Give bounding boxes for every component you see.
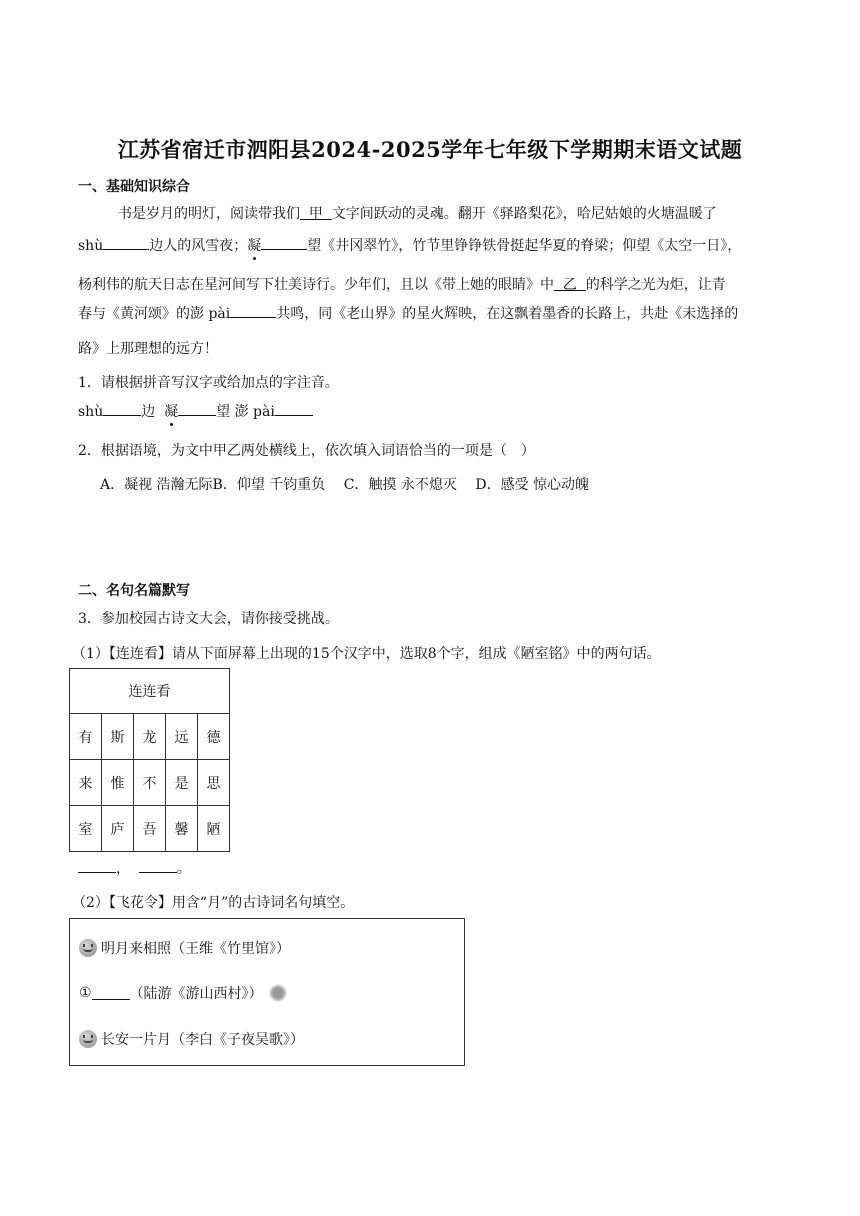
question-1-prompt: 1．请根据拼音写汉字或给加点的字注音。 bbox=[78, 375, 339, 391]
pinyin-shu: shù bbox=[78, 404, 104, 420]
passage-text: 边人的风雪夜； bbox=[149, 238, 248, 254]
grid-cell[interactable]: 是 bbox=[166, 760, 198, 806]
poem-row-2 bbox=[79, 983, 287, 1003]
grid-cell[interactable]: 室 bbox=[70, 806, 102, 852]
question-3-answer-line bbox=[78, 858, 191, 878]
grid-cell[interactable]: 馨 bbox=[166, 806, 198, 852]
passage-text: 的科学之光为炬，让青 bbox=[585, 277, 726, 293]
passage-line-5: 路》上那理想的远方！ bbox=[78, 341, 218, 357]
grid-cell[interactable]: 思 bbox=[198, 760, 230, 806]
blank-jia: 甲 bbox=[308, 206, 323, 222]
question-1-answers bbox=[78, 401, 313, 421]
poem-source: （陆游《游山西村》） bbox=[129, 986, 263, 1002]
passage-text: 文字间跃动的灵魂。翻开《驿路梨花》，哈尼姑娘的火塘温暖了 bbox=[331, 206, 717, 222]
grid-cell[interactable]: 陋 bbox=[198, 806, 230, 852]
grid-cell[interactable]: 德 bbox=[198, 714, 230, 760]
dotted-char-ning: 凝 bbox=[247, 235, 261, 255]
poem-line: 长安一片月（李白《子夜吴歌》） bbox=[101, 1032, 304, 1048]
sun-icon bbox=[269, 984, 287, 1002]
passage-text: 杨利伟的航天日志在星河间写下壮美诗行。少年们，且以《带上她的眼睛》中 bbox=[78, 277, 554, 293]
passage-line-3 bbox=[78, 274, 726, 294]
question-3-prompt: 3．参加校园古诗文大会，请你接受挑战。 bbox=[78, 611, 339, 627]
answer-blank[interactable] bbox=[230, 304, 276, 318]
passage-text: 春与《黄河颂》的澎 pài bbox=[78, 306, 231, 322]
answer-blank[interactable] bbox=[178, 402, 216, 416]
character-grid bbox=[69, 668, 230, 852]
poem-row-3 bbox=[79, 1029, 304, 1049]
question-3-part-1: （1）【连连看】请从下面屏幕上出现的15个汉字中，选取8个字，组成《陋室铭》中的两句话。 bbox=[72, 646, 661, 662]
passage-text: 共鸣，同《老山界》的星火辉映，在这飘着墨香的长路上，共赴《未选择的 bbox=[276, 306, 739, 322]
smiley-face-icon bbox=[79, 1030, 97, 1048]
answer-blank[interactable] bbox=[103, 402, 141, 416]
punctuation: 。 bbox=[176, 861, 191, 877]
section-heading-recitation: 二、名句名篇默写 bbox=[78, 583, 190, 599]
question-3-part-2: （2）【飞花令】用含“月”的古诗词名句填空。 bbox=[72, 895, 355, 911]
passage-line-1 bbox=[118, 203, 717, 223]
pinyin-shu: shù bbox=[78, 238, 104, 254]
grid-cell[interactable]: 不 bbox=[134, 760, 166, 806]
answer-blank[interactable] bbox=[78, 859, 116, 873]
answer-text: 边 bbox=[141, 404, 160, 420]
answer-text: 望 澎 pài bbox=[216, 404, 275, 420]
answer-blank[interactable] bbox=[261, 236, 307, 250]
poem-line: 明月来相照（王维《竹里馆》） bbox=[101, 941, 290, 957]
flying-flower-box bbox=[69, 918, 465, 1066]
answer-blank[interactable] bbox=[92, 986, 130, 1000]
grid-cell[interactable]: 有 bbox=[70, 714, 102, 760]
answer-blank[interactable] bbox=[139, 859, 177, 873]
blank-yi: 乙 bbox=[562, 277, 577, 293]
section-heading-basics: 一、基础知识综合 bbox=[78, 179, 190, 195]
smiley-face-icon bbox=[79, 939, 97, 957]
passage-line-2 bbox=[78, 235, 741, 255]
grid-cell[interactable]: 惟 bbox=[102, 760, 134, 806]
answer-blank[interactable] bbox=[275, 402, 313, 416]
punctuation: ， bbox=[116, 861, 130, 877]
passage-text: 书是岁月的明灯，阅读带我们 bbox=[118, 206, 300, 222]
question-2-options: A．凝视 浩瀚无际B．仰望 千钧重负 C．触摸 永不熄灭 D．感受 惊心动魄 bbox=[100, 477, 590, 493]
grid-cell[interactable]: 庐 bbox=[102, 806, 134, 852]
dotted-char-ning: 凝 bbox=[164, 401, 178, 421]
answer-blank[interactable] bbox=[103, 236, 149, 250]
passage-line-4 bbox=[78, 303, 738, 323]
grid-cell[interactable]: 来 bbox=[70, 760, 102, 806]
grid-cell[interactable]: 龙 bbox=[134, 714, 166, 760]
grid-cell[interactable]: 远 bbox=[166, 714, 198, 760]
item-number: ① bbox=[79, 985, 92, 1001]
grid-title: 连连看 bbox=[70, 669, 230, 714]
passage-text: 望《井冈翠竹》，竹节里铮铮铁骨挺起华夏的脊梁；仰望《太空一日》， bbox=[307, 238, 742, 254]
page-title: 江苏省宿迁市泗阳县2024-2025学年七年级下学期期末语文试题 bbox=[117, 137, 743, 162]
grid-cell[interactable]: 斯 bbox=[102, 714, 134, 760]
question-2-prompt: 2．根据语境，为文中甲乙两处横线上，依次填入词语恰当的一项是（ ） bbox=[78, 443, 535, 459]
grid-cell[interactable]: 吾 bbox=[134, 806, 166, 852]
poem-row-1 bbox=[79, 938, 290, 958]
